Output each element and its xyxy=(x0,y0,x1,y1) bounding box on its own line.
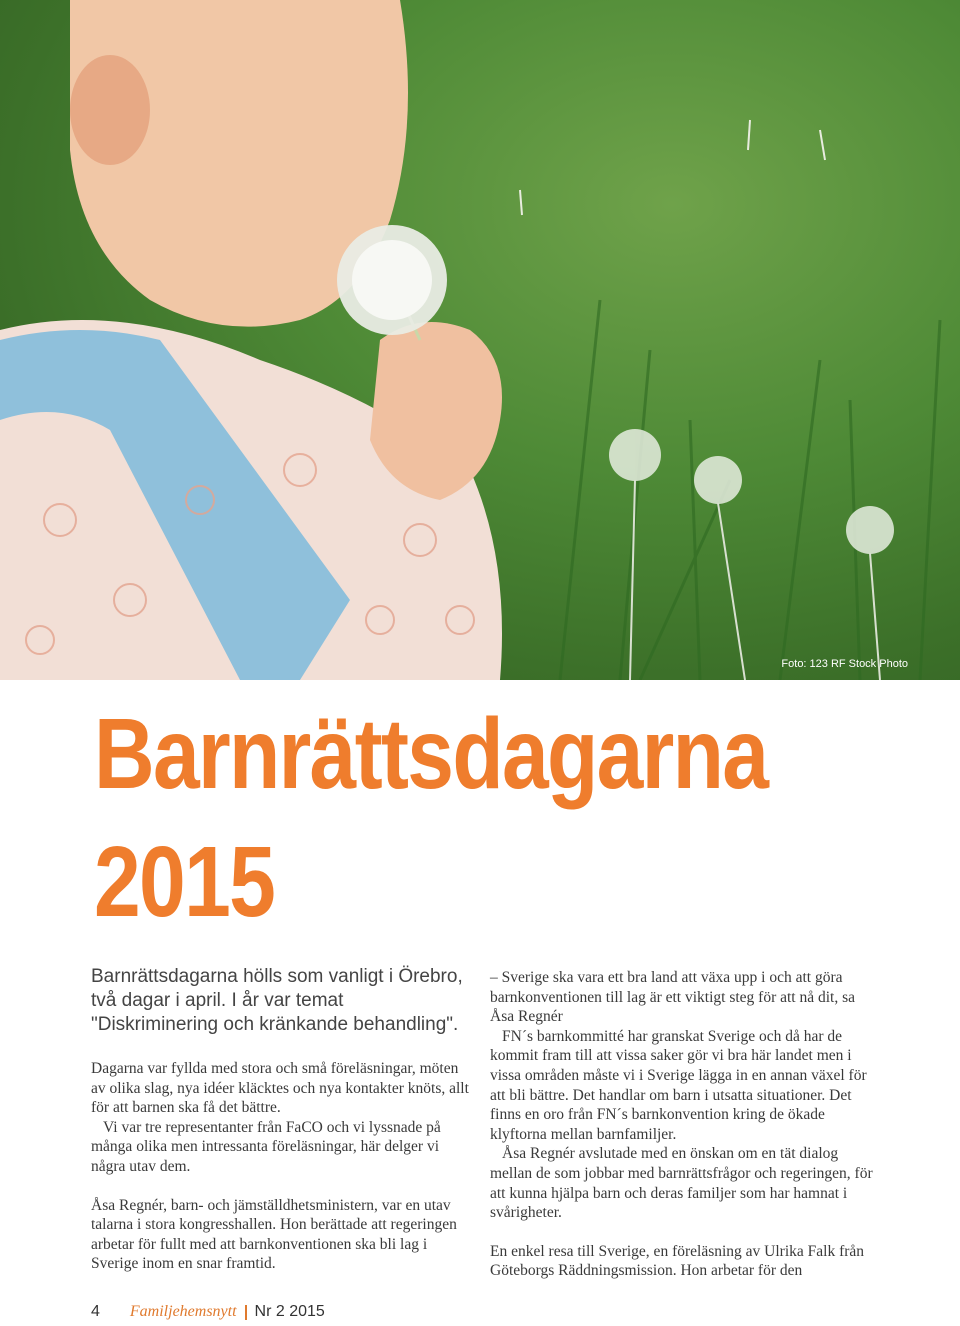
left-column xyxy=(91,965,471,1274)
body-paragraph: FN´s barnkommitté har granskat Sverige och då har de kommit fram till att vissa saker gör vi bra här landet men i vissa områden måste vi i Sverige lägga in en annan växel för att bli bättre. Det handlar om barn i utsatta situationer. Det finns en oro från FN´s barnkonvention kring de ökade klyftorna mellan barnfamiljer. xyxy=(490,1027,867,1143)
photo-credit: Foto: 123 RF Stock Photo xyxy=(781,658,908,670)
body-paragraph: – Sverige ska vara ett bra land att växa upp i och att göra barnkonventionen till lag är ett viktigt steg för att nå dit, sa Åsa Regnér xyxy=(490,969,856,1026)
page-footer xyxy=(91,1303,325,1321)
page-number: 4 xyxy=(91,1303,100,1320)
body-paragraph: Dagarna var fyllda med stora och små föreläsningar, möten av olika slag, nya idéer kläcktes och nya kontakter knöts, allt för att barnen ska få det bättre. xyxy=(91,1060,469,1117)
right-column xyxy=(490,968,880,1281)
footer-divider xyxy=(245,1305,247,1320)
lead-paragraph: Barnrättsdagarna hölls som vanligt i Örebro, två dagar i april. I år var temat "Diskriminering och kränkande behandling". xyxy=(91,966,463,1035)
body-paragraph: Åsa Regnér, barn- och jämställdhetsministern, var en utav talarna i stora kongresshallen. Hon berättade att regeringen arbetar för fullt med att barnkonventionen ska bli lag i Sverige inom en snar framtid. xyxy=(91,1196,457,1273)
magazine-name: Familjehemsnytt xyxy=(129,1303,237,1320)
title-line-2: 2015 xyxy=(94,826,275,938)
body-paragraph: Vi var tre representanter från FaCO och vi lyssnade på många olika men intressanta föreläsningar, här delger vi några utav dem. xyxy=(91,1118,441,1175)
title-line-1: Barnrättsdagarna xyxy=(94,698,768,810)
body-paragraph: En enkel resa till Sverige, en föreläsning av Ulrika Falk från Göteborgs Räddningsmission. Hon arbetar för den xyxy=(490,1242,865,1280)
article-title xyxy=(94,690,767,946)
issue-number: Nr 2 2015 xyxy=(254,1303,325,1320)
body-paragraph: Åsa Regnér avslutade med en önskan om en tät dialog mellan de som jobbar med barnrättsfrågor och regeringen, för att kunna hjälpa barn och deras familjer som har hamnat i svårigheter. xyxy=(490,1145,873,1222)
